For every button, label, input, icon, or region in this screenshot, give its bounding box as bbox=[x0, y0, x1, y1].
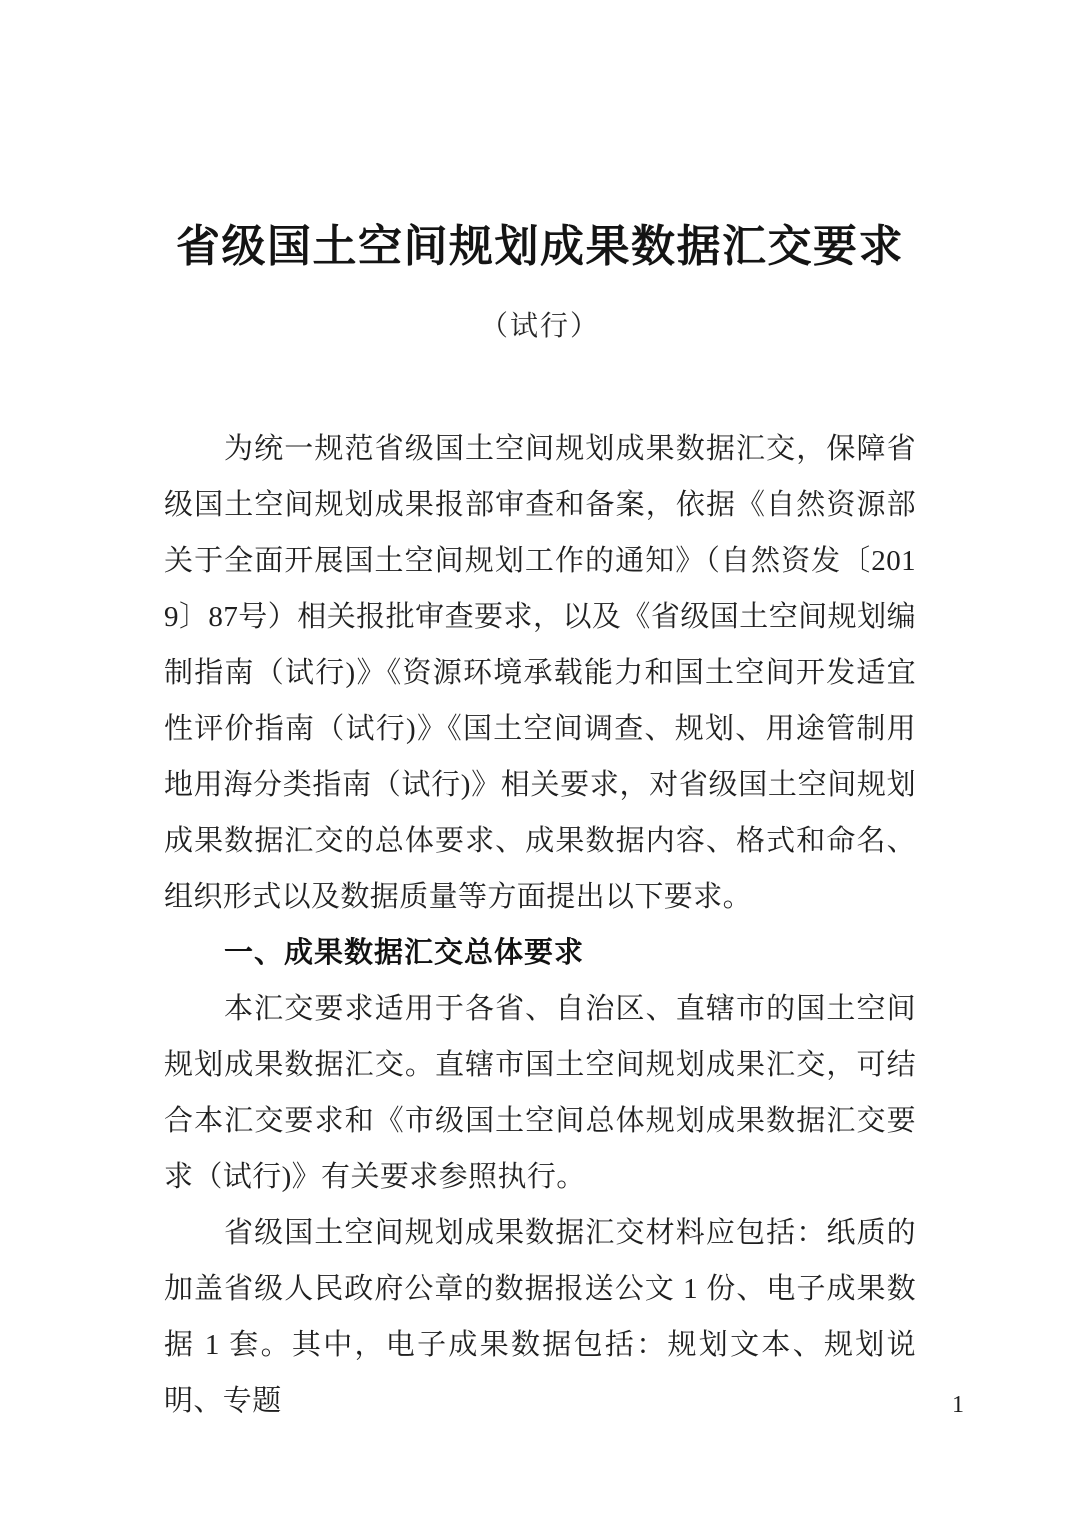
paragraph-materials: 省级国土空间规划成果数据汇交材料应包括：纸质的加盖省级人民政府公章的数据报送公文 1 份、电子成果数据 1 套。其中，电子成果数据包括：规划文本、规划说明、专题 bbox=[164, 1217, 916, 1417]
section-heading-1: 一、成果数据汇交总体要求 bbox=[224, 937, 585, 969]
page-subtitle: （试行） bbox=[479, 311, 600, 342]
page-title: 省级国土空间规划成果数据汇交要求 bbox=[176, 222, 904, 271]
title-block bbox=[0, 218, 1080, 348]
paragraph-intro: 为统一规范省级国土空间规划成果数据汇交，保障省级国土空间规划成果报部审查和备案，依据《自然资源部关于全面开展国土空间规划工作的通知》（自然资发〔2019〕87号）相关报批审查要求，以及《省级国土空间规划编制指南（试行)》《资源环境承载能力和国土空间开发适宜性评价指南（试行)》《国土空间调查、规划、用途管制用地用海分类指南（试行)》相关要求，对省级国土空间规划成果数据汇交的总体要求、成果数据内容、格式和命名、组织形式以及数据质量等方面提出以下要求。 bbox=[164, 433, 916, 913]
paragraph-scope: 本汇交要求适用于各省、自治区、直辖市的国土空间规划成果数据汇交。直辖市国土空间规划成果汇交，可结合本汇交要求和《市级国土空间总体规划成果数据汇交要求（试行)》有关要求参照执行。 bbox=[164, 993, 916, 1193]
page-number: 1 bbox=[952, 1392, 964, 1418]
body-text-column bbox=[164, 421, 916, 1429]
